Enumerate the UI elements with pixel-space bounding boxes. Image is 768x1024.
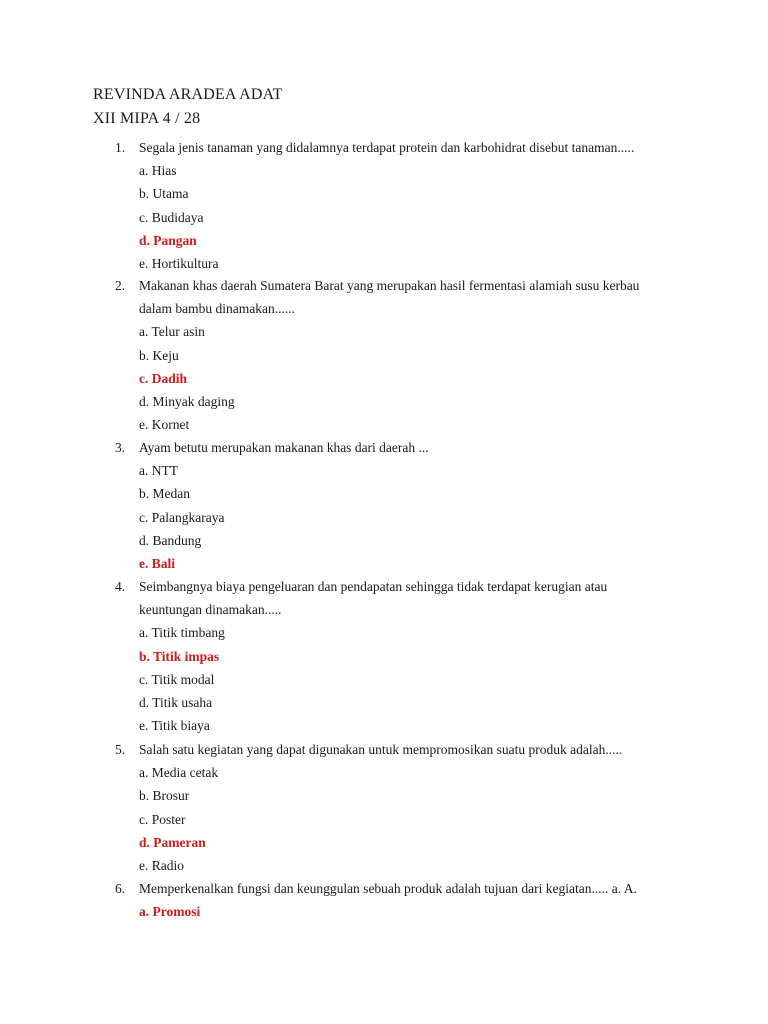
question-text: Seimbangnya biaya pengeluaran dan pendapatan sehingga tidak terdapat kerugian atau [139,579,608,594]
answer-option: d. Bandung [139,532,202,548]
student-name: REVINDA ARADEA ADAT [93,86,283,103]
question-number: 3. [115,440,126,455]
answer-option: a. Telur asin [139,324,205,340]
answer-option-correct: b. Titik impas [139,648,220,664]
answer-option-correct: c. Dadih [139,370,188,386]
answer-option-correct: e. Bali [139,556,175,571]
question-text: keuntungan dinamakan..... [139,602,282,618]
answer-option: e. Hortikultura [139,256,219,271]
answer-option: b. Keju [139,347,179,363]
answer-option-correct: a. Promosi [139,904,201,920]
answer-option: a. Media cetak [139,765,219,781]
answer-option: d. Titik usaha [139,695,213,710]
answer-option: c. Poster [139,811,186,827]
answer-option: e. Kornet [139,417,190,433]
question-number: 5. [115,742,126,757]
answer-option: d. Minyak daging [139,394,235,409]
question-text: dalam bambu dinamakan...... [139,301,295,317]
answer-option: a. NTT [139,463,178,479]
answer-option: b. Medan [139,486,190,502]
answer-option: e. Titik biaya [139,718,210,734]
question-text: Makanan khas daerah Sumatera Barat yang merupakan hasil fermentasi alamiah susu kerbau [139,278,640,293]
answer-option: c. Budidaya [139,209,204,225]
question-number: 1. [115,140,126,155]
question-text: Ayam betutu merupakan makanan khas dari daerah ... [139,440,429,455]
question-number: 2. [115,278,126,293]
question-text: Memperkenalkan fungsi dan keunggulan sebuah produk adalah tujuan dari kegiatan..... a. A. [139,881,637,896]
answer-option: b. Brosur [139,788,190,804]
answer-option: a. Hias [139,163,177,179]
answer-option-correct: d. Pangan [139,232,197,248]
answer-option: a. Titik timbang [139,625,225,641]
answer-option: b. Utama [139,186,189,202]
answer-option: e. Radio [139,858,184,873]
question-number: 6. [115,881,126,896]
answer-option: c. Titik modal [139,671,215,687]
question-text: Segala jenis tanaman yang didalamnya terdapat protein dan karbohidrat disebut tanaman..... [139,140,635,155]
student-class: XII MIPA 4 / 28 [93,110,201,127]
answer-option-correct: d. Pameran [139,834,206,850]
question-text: Salah satu kegiatan yang dapat digunakan untuk mempromosikan suatu produk adalah..... [139,742,623,757]
question-number: 4. [115,579,126,594]
answer-option: c. Palangkaraya [139,509,225,525]
